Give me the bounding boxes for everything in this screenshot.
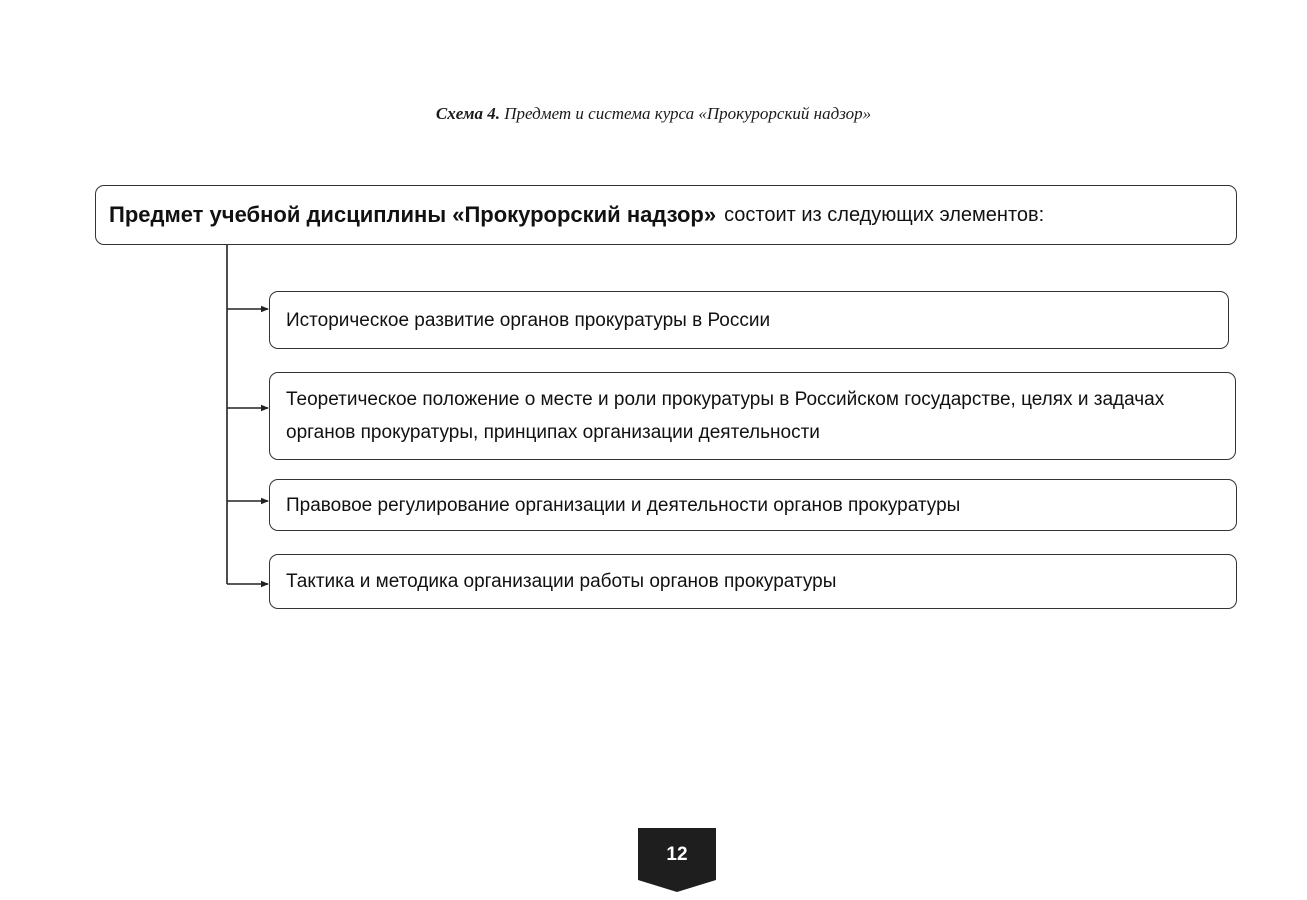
element-box-1 <box>269 291 1229 349</box>
element-text-3: Правовое регулирование организации и деятельности органов прокуратуры <box>286 494 961 516</box>
page-number-badge <box>638 828 716 892</box>
caption-text: Предмет и система курса «Прокурорский надзор» <box>504 104 872 123</box>
main-subject-title: Предмет учебной дисциплины «Прокурорский надзор» <box>109 202 717 227</box>
element-text-1: Историческое развитие органов прокуратуры в России <box>286 309 771 331</box>
diagram-caption <box>0 104 1307 124</box>
element-box-4 <box>269 554 1237 609</box>
page-number: 12 <box>666 844 688 865</box>
element-box-3 <box>269 479 1237 531</box>
element-text-2: Теоретическое положение о месте и роли прокуратуры в Российском государстве, целях и задачах органов прокуратуры, принципах организации деятельности <box>286 389 1165 443</box>
main-subject-rest: состоит из следующих элементов: <box>724 203 1045 226</box>
element-text-4: Тактика и методика организации работы органов прокуратуры <box>286 571 837 592</box>
main-subject-box <box>95 185 1237 245</box>
element-box-2 <box>269 372 1236 460</box>
caption-label: Схема 4. <box>435 104 500 123</box>
